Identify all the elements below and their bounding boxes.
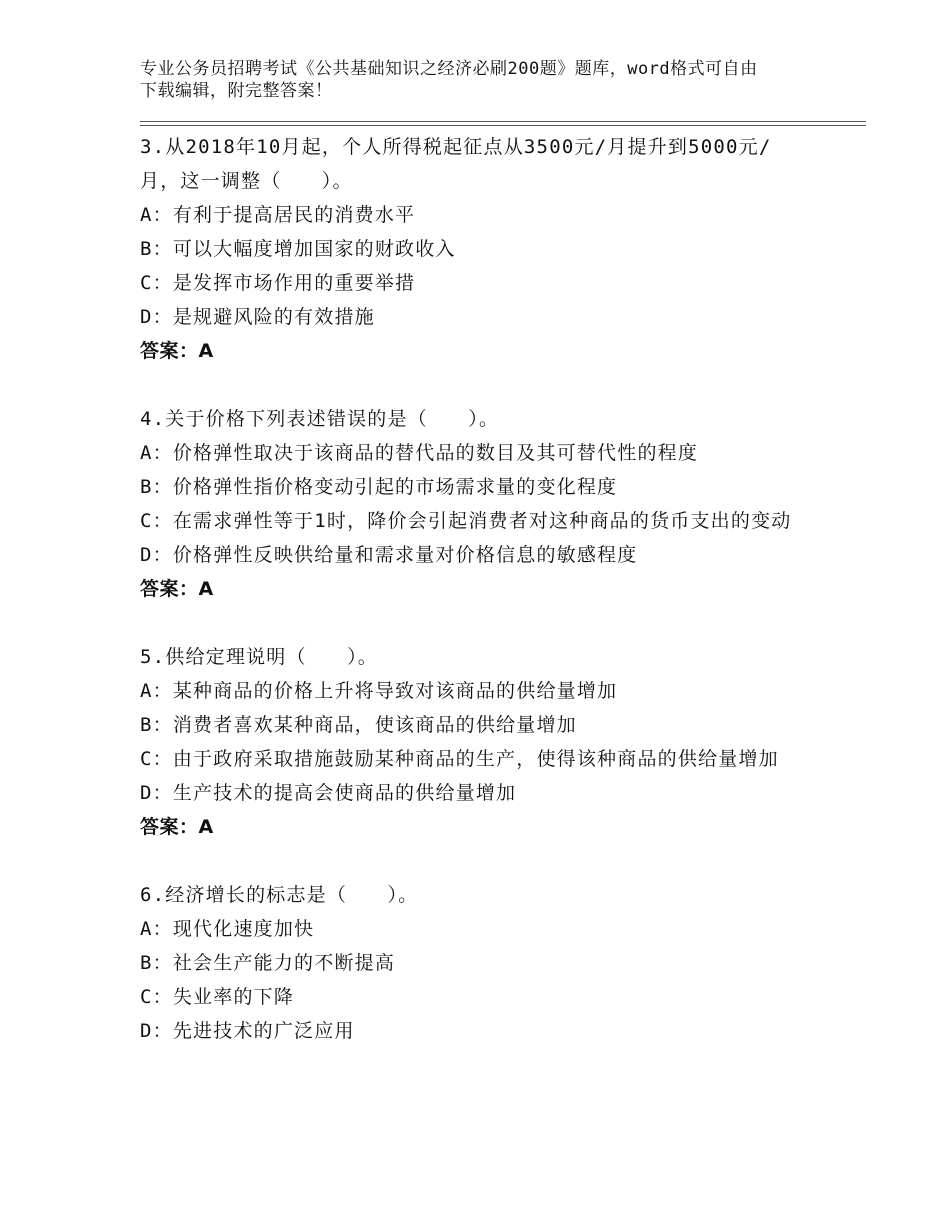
question-stem: 5.供给定理说明（ ）。 (140, 646, 378, 668)
option-c: C：由于政府采取措施鼓励某种商品的生产，使得该种商品的供给量增加 (140, 748, 779, 770)
option-a: A：有利于提高居民的消费水平 (140, 204, 416, 226)
question-6 (140, 878, 810, 1048)
answer-label: 答案：A (140, 340, 214, 362)
question-list (140, 130, 810, 1048)
option-c: C：在需求弹性等于1时，降价会引起消费者对这种商品的货币支出的变动 (140, 510, 792, 532)
page-header (140, 58, 820, 102)
option-a: A：价格弹性取决于该商品的替代品的数目及其可替代性的程度 (140, 442, 699, 464)
header-line: 专业公务员招聘考试《公共基础知识之经济必刷200题》题库，word格式可自由 (140, 59, 758, 79)
option-a: A：现代化速度加快 (140, 918, 315, 940)
option-b: B：消费者喜欢某种商品，使该商品的供给量增加 (140, 714, 577, 736)
question-stem: 4.关于价格下列表述错误的是（ ）。 (140, 408, 500, 430)
question-4 (140, 402, 810, 606)
option-c: C：失业率的下降 (140, 986, 295, 1008)
question-5 (140, 640, 810, 844)
option-d: D：价格弹性反映供给量和需求量对价格信息的敏感程度 (140, 544, 638, 566)
option-b: B：价格弹性指价格变动引起的市场需求量的变化程度 (140, 476, 618, 498)
answer-label: 答案：A (140, 578, 214, 600)
option-b: B：社会生产能力的不断提高 (140, 952, 396, 974)
question-stem: 6.经济增长的标志是（ ）。 (140, 884, 419, 906)
option-d: D：是规避风险的有效措施 (140, 306, 375, 328)
header-divider (140, 125, 866, 126)
option-b: B：可以大幅度增加国家的财政收入 (140, 238, 456, 260)
question-3 (140, 130, 810, 368)
question-stem: 3.从2018年10月起，个人所得税起征点从3500元/月提升到5000元/月，这一调整（ ）。 (140, 136, 772, 192)
answer-label: 答案：A (140, 816, 214, 838)
option-a: A：某种商品的价格上升将导致对该商品的供给量增加 (140, 680, 618, 702)
header-divider (140, 121, 866, 122)
option-d: D：先进技术的广泛应用 (140, 1020, 355, 1042)
option-d: D：生产技术的提高会使商品的供给量增加 (140, 782, 517, 804)
header-line: 下载编辑，附完整答案！ (140, 81, 333, 101)
option-c: C：是发挥市场作用的重要举措 (140, 272, 416, 294)
